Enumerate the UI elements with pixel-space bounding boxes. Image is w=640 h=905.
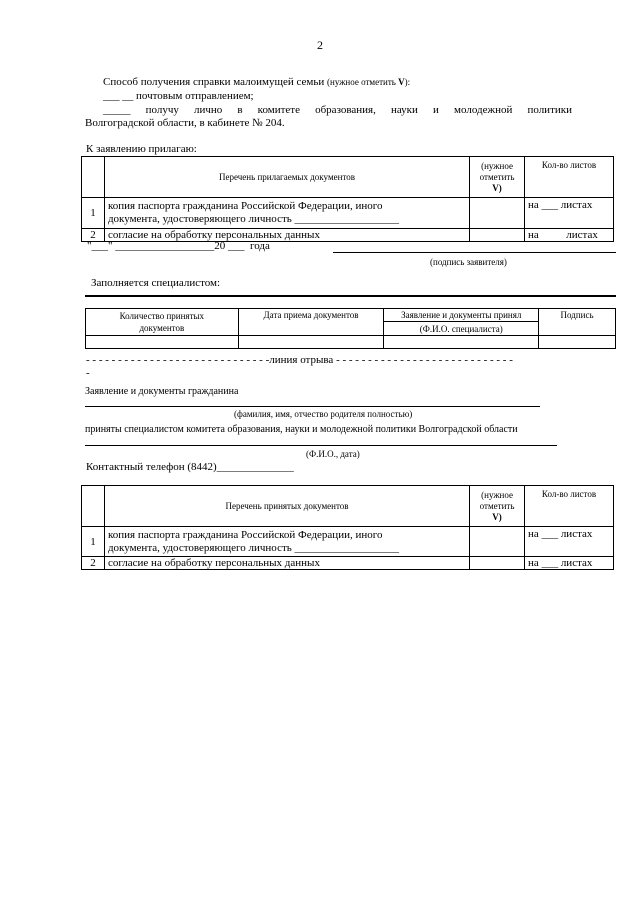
table-row: 2 согласие на обработку персональных данных на ___ листах <box>82 557 614 570</box>
receipt-name-line[interactable] <box>85 406 540 407</box>
receipt-line2: приняты специалистом комитета образования, науки и молодежной политики Волгоградской области <box>85 424 518 435</box>
method-option-mail-blank[interactable]: ___ __ <box>103 90 134 102</box>
specialist-table <box>85 308 616 349</box>
receipt-header-count: Кол-во листов <box>525 486 614 527</box>
page-number: 2 <box>317 38 323 52</box>
contact-phone: Контактный телефон (8442)______________ <box>86 461 294 473</box>
tear-line-trail: - <box>86 367 90 379</box>
receipt-header-list: Перечень принятых документов <box>104 486 469 527</box>
receipt-header-mark: (нужное отметить V) <box>470 486 525 527</box>
specialist-input-row <box>86 336 616 349</box>
date-month-field[interactable]: __________________ <box>115 240 215 252</box>
receipt-row2-count[interactable]: на ___ листах <box>525 557 614 570</box>
table-row: 2 согласие на обработку персональных данных на листах <box>82 229 614 242</box>
method-option-personal <box>103 104 572 116</box>
method-option-personal-cont: Волгоградской области, в кабинете № 204. <box>85 117 285 129</box>
method-option-personal-label: получу лично в комитете образования, науки и молодежной политики <box>145 104 572 116</box>
date-day-field[interactable]: ___ <box>91 240 108 252</box>
attach-header-list: Перечень прилагаемых документов <box>104 157 469 198</box>
method-option-mail-label: почтовым отправлением; <box>136 90 254 102</box>
attach-label: К заявлению прилагаю: <box>86 143 197 155</box>
method-title: Способ получения справки малоимущей семьи (нужное отметить V): <box>103 76 411 88</box>
receipt-table <box>81 485 614 570</box>
date-year-field[interactable]: ___ <box>228 240 245 252</box>
method-option-mail <box>103 90 254 102</box>
signature-line[interactable] <box>333 252 616 253</box>
receipt-row2-mark-cell[interactable] <box>470 557 525 570</box>
tear-line: - - - - - - - - - - - - - - - - - - - - - - - - - - - - -линия отрыва - - - - - - - - - - - - - - - - - - - - - - - - - - - - <box>86 354 513 366</box>
specialist-header-count: Количество принятых документов <box>86 309 239 336</box>
specialist-header-fio: (Ф.И.О. специалиста) <box>384 322 539 336</box>
attach-row2-count[interactable]: на листах <box>525 229 614 242</box>
receipt-table-header <box>82 486 614 527</box>
attach-row1-mark-cell[interactable] <box>470 198 525 229</box>
specialist-count-cell[interactable] <box>86 336 239 349</box>
receipt-caption1: (фамилия, имя, отчество родителя полностью) <box>234 409 413 419</box>
signature-caption: (подпись заявителя) <box>430 257 507 267</box>
specialist-sign-cell[interactable] <box>539 336 616 349</box>
specialist-header-date: Дата приема документов <box>238 309 384 336</box>
table-row: 1 копия паспорта гражданина Российской Федерации, иного документа, удостоверяющего личность ___________________ на ___ листах <box>82 527 614 557</box>
specialist-header-accepted: Заявление и документы принял <box>384 309 539 322</box>
attach-row1-count[interactable]: на ___ листах <box>525 198 614 229</box>
specialist-date-cell[interactable] <box>238 336 384 349</box>
attach-table <box>81 156 614 242</box>
receipt-row1-count[interactable]: на ___ листах <box>525 527 614 557</box>
attach-row2-mark-cell[interactable] <box>470 229 525 242</box>
specialist-divider <box>85 295 616 297</box>
attach-header-count: Кол-во листов <box>525 157 614 198</box>
receipt-line1: Заявление и документы гражданина <box>85 386 239 397</box>
receipt-fio-line[interactable] <box>85 445 557 446</box>
specialist-accepted-cell[interactable] <box>384 336 539 349</box>
specialist-header-sign: Подпись <box>539 309 616 336</box>
receipt-caption2: (Ф.И.О., дата) <box>306 449 360 459</box>
date-line: "___" __________________20 ___ года <box>87 240 270 252</box>
attach-table-header <box>82 157 614 198</box>
attach-header-mark: (нужное отметить V) <box>470 157 525 198</box>
table-row: 1 копия паспорта гражданина Российской Федерации, иного документа, удостоверяющего личность ___________________ на ___ листах <box>82 198 614 229</box>
method-option-personal-blank[interactable]: _____ <box>103 104 131 116</box>
receipt-row1-mark-cell[interactable] <box>470 527 525 557</box>
specialist-title: Заполняется специалистом: <box>91 277 221 289</box>
